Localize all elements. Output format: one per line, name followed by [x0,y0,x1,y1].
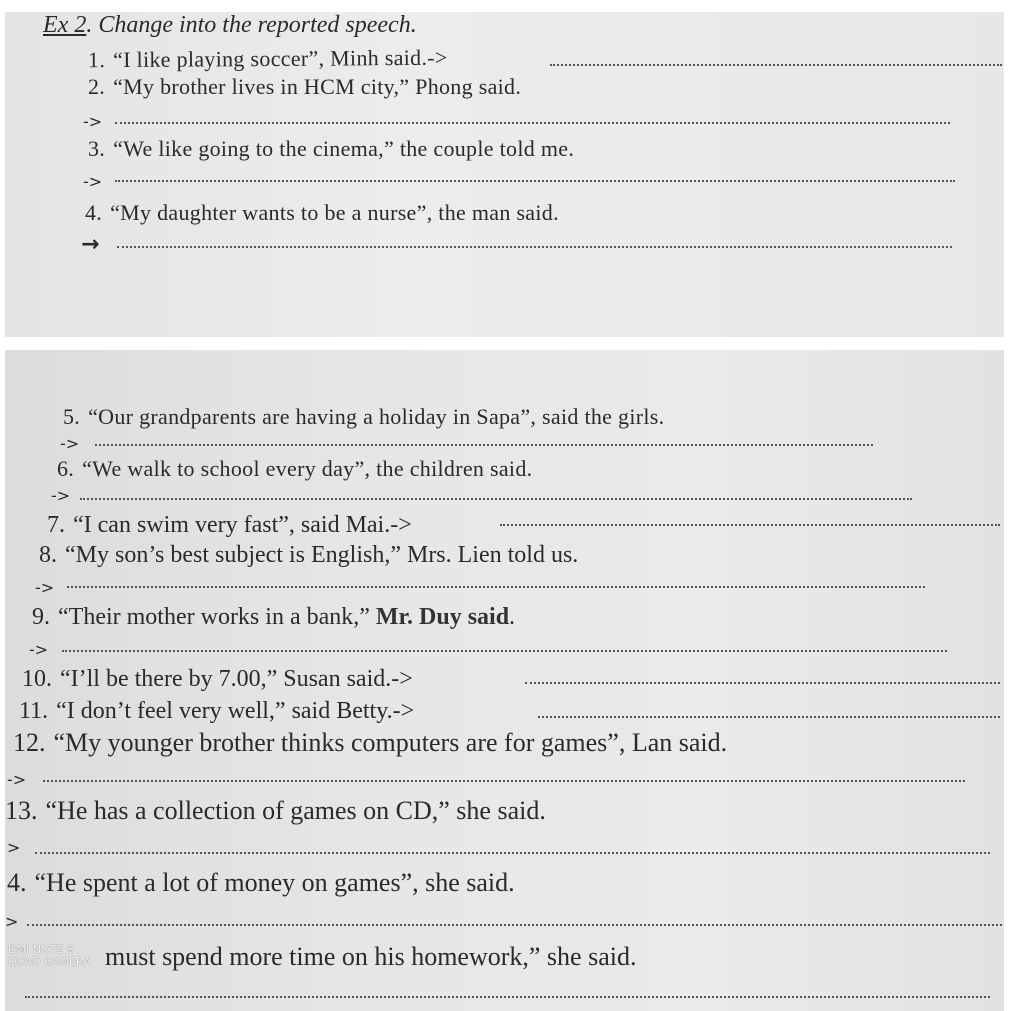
sentence-text: “I like playing soccer”, Minh said.-> [113,44,448,73]
worksheet-photo-bottom [5,350,1004,1011]
answer-arrow: -> [29,640,49,659]
sentence-text: “My brother lives in HCM city,” Phong said. [113,74,522,99]
answer-line-7[interactable] [500,524,1000,526]
sentence-number: 11. [19,698,49,724]
answer-arrow: -> [51,486,71,505]
sentence-text: “Our grandparents are having a holiday in Sapa”, said the girls. [88,404,665,429]
sentence-13 [5,796,546,826]
sentence-10 [22,666,413,693]
answer-line-14[interactable] [27,924,1002,926]
answer-line-12[interactable] [43,780,965,782]
sentence-text: “Their mother works in a bank,” [58,604,370,630]
answer-line-11[interactable] [538,716,1000,718]
answer-arrow: -> [60,434,80,453]
sentence-number: 4. [85,200,103,225]
sentence-text: “I can swim very fast”, said Mai.-> [73,512,412,538]
answer-arrow: > [7,838,21,857]
exercise-instruction: . Change into the reported speech. [86,12,417,38]
sentence-number: 10. [22,666,52,692]
sentence-text: “I’ll be there by 7.00,” Susan said.-> [60,666,413,692]
sentence-end: . [509,604,516,630]
answer-line-13[interactable] [35,852,990,854]
sentence-text: must spend more time on his homework,” she said. [105,942,637,971]
answer-arrow-bold: → [81,232,100,257]
answer-line-1[interactable] [550,64,1002,66]
sentence-number: 5. [63,404,81,429]
answer-line-6[interactable] [80,498,912,500]
sentence-2 [88,74,521,100]
sentence-text: “He has a collection of games on CD,” she said. [45,796,546,825]
worksheet-photo-top [5,12,1004,337]
sentence-6 [57,456,532,482]
watermark-line-2: QUAD CAMERA [8,955,91,968]
sentence-number: 7. [47,512,65,538]
sentence-9 [32,604,515,631]
answer-line-9[interactable] [62,650,947,652]
sentence-number: 1. [87,47,106,73]
speaker-overwritten: Mr. Duy said [375,604,510,630]
answer-arrow: > [5,912,19,931]
sentence-12 [13,728,727,758]
answer-line-8[interactable] [67,586,925,588]
sentence-number: 9. [32,604,50,630]
sentence-11 [19,698,414,725]
sentence-number: 4. [7,868,27,897]
watermark-line-1: DMI NOTE 8 [8,943,74,956]
sentence-text: “My daughter wants to be a nurse”, the man said. [110,200,559,225]
sentence-1 [88,45,448,74]
answer-line-3[interactable] [115,180,955,182]
exercise-number: Ex 2 [43,12,87,38]
answer-arrow: -> [83,112,103,131]
sentence-15 [105,942,636,972]
sentence-text: “We walk to school every day”, the children said. [82,456,533,481]
answer-line-5[interactable] [95,444,873,446]
sentence-number: 12. [13,728,46,757]
answer-line-2[interactable] [115,122,950,124]
sentence-4 [85,200,559,226]
sentence-text: “I don’t feel very well,” said Betty.-> [56,698,415,724]
sentence-14 [7,868,515,898]
sentence-number: 2. [88,74,106,99]
sentence-8 [39,542,578,569]
sentence-text: “My son’s best subject is English,” Mrs. Lien told us. [65,542,579,568]
exercise-title [43,12,417,39]
sentence-number: 8. [39,542,57,568]
sentence-7 [47,512,412,539]
answer-arrow: -> [35,578,55,597]
answer-arrow: -> [83,172,103,191]
sentence-number: 13. [5,796,38,825]
sentence-text: “We like going to the cinema,” the couple told me. [113,136,575,161]
sentence-number: 3. [88,136,106,161]
camera-watermark [8,944,91,968]
answer-line-4[interactable] [117,246,952,248]
answer-line-10[interactable] [525,682,1000,684]
sentence-text: “My younger brother thinks computers are for games”, Lan said. [53,728,728,757]
answer-arrow: -> [7,770,27,789]
answer-line-15[interactable] [25,996,990,998]
sentence-text: “He spent a lot of money on games”, she said. [34,868,515,897]
sentence-5 [63,404,664,430]
sentence-3 [88,136,574,162]
sentence-number: 6. [57,456,75,481]
